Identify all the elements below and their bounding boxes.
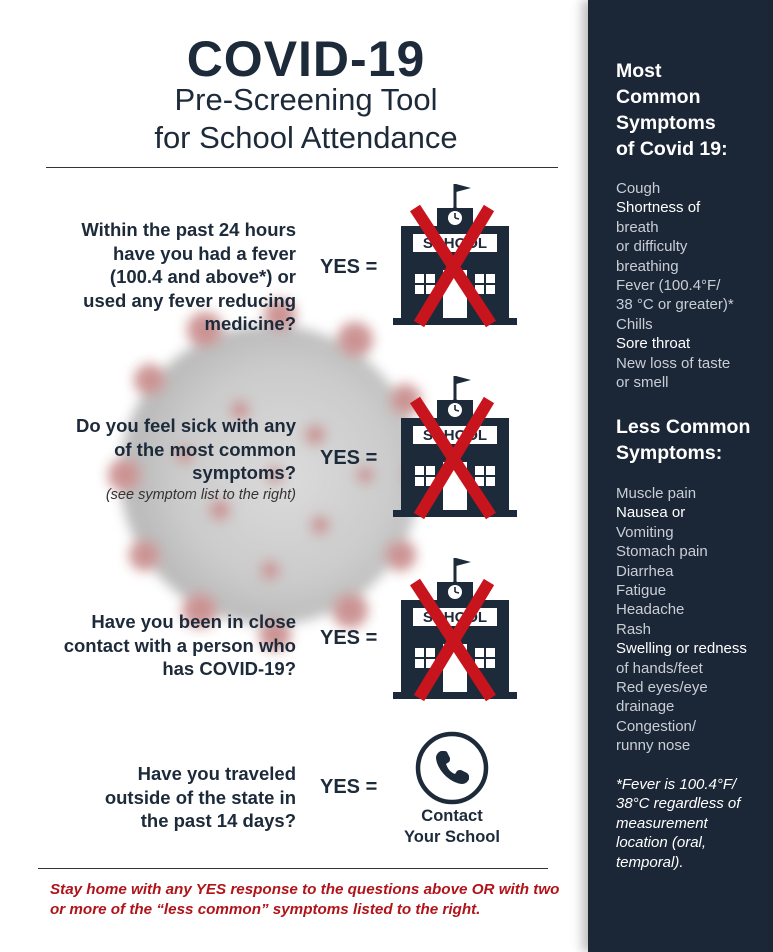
heading-line: Less Common xyxy=(616,416,751,438)
footnote-line: 38°C regardless of xyxy=(616,795,741,813)
symptom-item: New loss of taste xyxy=(616,354,731,372)
symptom-item: or smell xyxy=(616,374,669,392)
fever-footnote xyxy=(616,775,766,872)
symptoms-sidebar xyxy=(588,0,773,952)
symptom-item: of hands/feet xyxy=(616,659,703,677)
question-close-contact xyxy=(64,610,296,681)
symptom-item: Chills xyxy=(616,315,653,333)
question-line: has COVID-19? xyxy=(162,658,296,679)
symptom-item: Muscle pain xyxy=(616,485,697,502)
heading-line: Most xyxy=(616,60,662,82)
stay-home-warning: Stay home with any YES response to the questions above OR with two or more of the “less common” symptoms listed to the right. xyxy=(50,881,560,918)
common-symptoms-list xyxy=(616,179,734,392)
heading-line: Symptoms: xyxy=(616,442,723,464)
symptom-item: runny nose xyxy=(616,737,691,755)
school-crossed-out-icon xyxy=(393,370,523,520)
question-line: Do you feel sick with any xyxy=(75,415,296,436)
symptom-item: Rash xyxy=(616,620,652,638)
page-subtitle-line-1: Pre-Screening Tool xyxy=(174,82,438,117)
school-crossed-out-icon xyxy=(393,552,523,702)
question-line: Within the past 24 hours xyxy=(81,219,296,240)
symptom-item: Cough xyxy=(616,180,661,197)
symptom-item: Stomach pain xyxy=(616,543,708,561)
footnote-line: *Fever is 100.4°F/ xyxy=(616,776,737,793)
question-line: used any fever reducing xyxy=(83,289,296,311)
question-line: symptoms? xyxy=(192,462,296,483)
yes-label: YES = xyxy=(320,256,378,278)
footnote-line: measurement xyxy=(616,814,708,832)
symptom-list-note: (see symptom list to the right) xyxy=(105,486,296,503)
question-line: of the most common xyxy=(114,438,296,460)
footnote-line: temporal). xyxy=(616,853,684,871)
question-line: contact with a person who xyxy=(63,634,296,656)
common-symptoms-heading xyxy=(616,58,728,162)
symptom-item: Shortness of xyxy=(616,199,701,217)
heading-line: Symptoms xyxy=(616,112,716,134)
symptom-item: 38 °C or greater)* xyxy=(616,296,734,314)
question-line: Have you been in close xyxy=(91,611,296,632)
symptom-item: Nausea or xyxy=(616,504,686,522)
page-subtitle-line-2: for School Attendance xyxy=(154,120,458,155)
question-symptoms xyxy=(76,414,296,505)
symptom-item: Headache xyxy=(616,601,685,619)
contact-your-school xyxy=(392,806,512,848)
question-line: medicine? xyxy=(204,313,296,334)
question-line: Have you traveled xyxy=(137,763,296,784)
yes-label: YES = xyxy=(320,447,378,469)
symptom-item: Diarrhea xyxy=(616,562,674,580)
heading-line: of Covid 19: xyxy=(616,138,728,160)
symptom-item: Vomiting xyxy=(616,523,674,541)
top-divider xyxy=(46,167,558,168)
school-crossed-out-icon xyxy=(393,178,523,328)
symptom-item: breath xyxy=(616,218,659,236)
yes-label: YES = xyxy=(320,776,378,798)
question-travel xyxy=(105,762,296,833)
symptom-item: Fatigue xyxy=(616,582,667,600)
symptom-item: Congestion/ xyxy=(616,717,697,735)
contact-line: Contact xyxy=(421,807,483,825)
symptom-item: breathing xyxy=(616,257,679,275)
question-line: the past 14 days? xyxy=(140,810,296,831)
symptom-item: Swelling or redness xyxy=(616,640,747,658)
page-title: COVID-19 xyxy=(186,31,426,87)
symptom-item: or difficulty xyxy=(616,238,688,256)
less-common-symptoms-heading xyxy=(616,414,750,466)
contact-line: Your School xyxy=(404,828,500,846)
footnote-line: location (oral, xyxy=(616,834,707,852)
symptom-item: Red eyes/eye xyxy=(616,679,708,697)
yes-label: YES = xyxy=(320,627,378,649)
question-line: have you had a fever xyxy=(112,242,296,264)
bottom-divider xyxy=(38,868,548,869)
phone-icon xyxy=(414,730,490,806)
question-line: (100.4 and above*) or xyxy=(109,266,296,287)
question-fever xyxy=(81,218,296,336)
heading-line: Common xyxy=(616,86,701,108)
symptom-item: drainage xyxy=(616,698,675,716)
less-common-symptoms-list xyxy=(616,484,747,756)
question-line: outside of the state in xyxy=(104,786,296,808)
symptom-item: Fever (100.4°F/ xyxy=(616,277,721,295)
symptom-item: Sore throat xyxy=(616,335,691,353)
